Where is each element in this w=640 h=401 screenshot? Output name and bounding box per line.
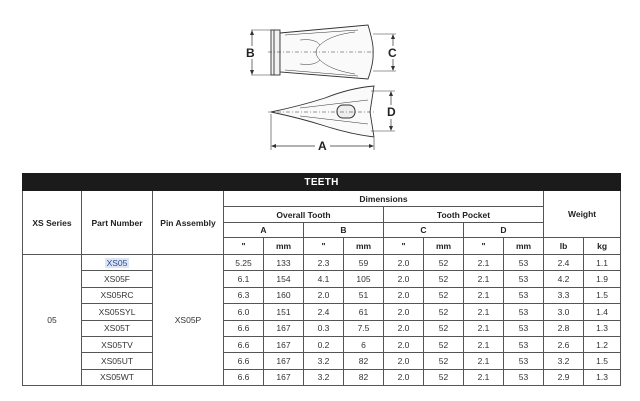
a-mm-cell: 167 (264, 369, 304, 385)
weight-kg-cell: 1.4 (584, 304, 621, 320)
header-a-mm: mm (264, 238, 304, 255)
c-mm-cell: 52 (424, 287, 464, 303)
a-inch-cell: 6.6 (224, 320, 264, 336)
header-kg: kg (584, 238, 621, 255)
c-mm-cell: 52 (424, 271, 464, 287)
header-overall-tooth: Overall Tooth (224, 207, 384, 223)
weight-kg-cell: 1.3 (584, 369, 621, 385)
weight-kg-cell: 1.5 (584, 287, 621, 303)
a-inch-cell: 5.25 (224, 255, 264, 271)
a-inch-cell: 6.3 (224, 287, 264, 303)
b-inch-cell: 3.2 (304, 369, 344, 385)
teeth-spec-table (22, 173, 621, 386)
header-part-number: Part Number (82, 191, 153, 255)
header-d-inch: " (464, 238, 504, 255)
weight-kg-cell: 1.9 (584, 271, 621, 287)
c-inch-cell: 2.0 (384, 369, 424, 385)
d-mm-cell: 53 (504, 369, 544, 385)
table-row (23, 255, 621, 271)
c-mm-cell: 52 (424, 336, 464, 352)
d-inch-cell: 2.1 (464, 353, 504, 369)
table-row (23, 353, 621, 369)
part-number-cell: XS05T (82, 320, 153, 336)
dimension-b-label: B (246, 46, 255, 60)
d-inch-cell: 2.1 (464, 369, 504, 385)
b-inch-cell: 2.3 (304, 255, 344, 271)
b-inch-cell: 0.2 (304, 336, 344, 352)
table-row (23, 304, 621, 320)
table-row (23, 320, 621, 336)
header-a: A (224, 223, 304, 238)
header-pin-assembly: Pin Assembly (153, 191, 224, 255)
weight-lb-cell: 3.3 (544, 287, 584, 303)
weight-kg-cell: 1.3 (584, 320, 621, 336)
b-mm-cell: 105 (344, 271, 384, 287)
part-number-cell: XS05UT (82, 353, 153, 369)
weight-kg-cell: 1.2 (584, 336, 621, 352)
weight-lb-cell: 2.9 (544, 369, 584, 385)
d-mm-cell: 53 (504, 271, 544, 287)
c-inch-cell: 2.0 (384, 255, 424, 271)
table-row (23, 336, 621, 352)
a-mm-cell: 154 (264, 271, 304, 287)
header-c-mm: mm (424, 238, 464, 255)
a-mm-cell: 167 (264, 320, 304, 336)
tooth-drawing (240, 0, 420, 160)
b-inch-cell: 3.2 (304, 353, 344, 369)
tooth-dimension-diagram (240, 0, 420, 160)
d-mm-cell: 53 (504, 255, 544, 271)
header-lb: lb (544, 238, 584, 255)
weight-lb-cell: 3.0 (544, 304, 584, 320)
d-mm-cell: 53 (504, 336, 544, 352)
weight-kg-cell: 1.1 (584, 255, 621, 271)
d-inch-cell: 2.1 (464, 287, 504, 303)
a-inch-cell: 6.0 (224, 304, 264, 320)
b-mm-cell: 51 (344, 287, 384, 303)
part-number-cell: XS05WT (82, 369, 153, 385)
weight-lb-cell: 2.6 (544, 336, 584, 352)
table-title: TEETH (23, 174, 621, 191)
a-mm-cell: 133 (264, 255, 304, 271)
header-tooth-pocket: Tooth Pocket (384, 207, 544, 223)
b-inch-cell: 2.4 (304, 304, 344, 320)
series-cell: 05 (23, 255, 82, 386)
c-inch-cell: 2.0 (384, 287, 424, 303)
part-number-cell[interactable] (82, 255, 153, 271)
weight-kg-cell: 1.5 (584, 353, 621, 369)
weight-lb-cell: 2.4 (544, 255, 584, 271)
header-c-inch: " (384, 238, 424, 255)
c-inch-cell: 2.0 (384, 336, 424, 352)
header-b-mm: mm (344, 238, 384, 255)
table-row (23, 287, 621, 303)
d-mm-cell: 53 (504, 353, 544, 369)
weight-lb-cell: 4.2 (544, 271, 584, 287)
weight-lb-cell: 2.8 (544, 320, 584, 336)
b-inch-cell: 0.3 (304, 320, 344, 336)
c-inch-cell: 2.0 (384, 320, 424, 336)
header-weight: Weight (544, 191, 621, 238)
d-inch-cell: 2.1 (464, 336, 504, 352)
a-inch-cell: 6.6 (224, 353, 264, 369)
part-number-cell: XS05F (82, 271, 153, 287)
c-mm-cell: 52 (424, 353, 464, 369)
d-mm-cell: 53 (504, 287, 544, 303)
b-mm-cell: 82 (344, 369, 384, 385)
header-xs-series: XS Series (23, 191, 82, 255)
table-row (23, 271, 621, 287)
d-inch-cell: 2.1 (464, 271, 504, 287)
a-inch-cell: 6.1 (224, 271, 264, 287)
c-mm-cell: 52 (424, 304, 464, 320)
header-d-mm: mm (504, 238, 544, 255)
header-b-inch: " (304, 238, 344, 255)
b-mm-cell: 82 (344, 353, 384, 369)
d-inch-cell: 2.1 (464, 320, 504, 336)
header-c: C (384, 223, 464, 238)
dimension-d-label: D (387, 105, 396, 119)
a-inch-cell: 6.6 (224, 369, 264, 385)
c-mm-cell: 52 (424, 255, 464, 271)
header-d: D (464, 223, 544, 238)
c-inch-cell: 2.0 (384, 304, 424, 320)
a-mm-cell: 167 (264, 336, 304, 352)
a-mm-cell: 151 (264, 304, 304, 320)
d-inch-cell: 2.1 (464, 304, 504, 320)
b-mm-cell: 61 (344, 304, 384, 320)
dimension-a-label: A (318, 139, 327, 153)
a-mm-cell: 160 (264, 287, 304, 303)
part-number-link[interactable]: XS05 (106, 257, 128, 268)
d-mm-cell: 53 (504, 320, 544, 336)
header-a-inch: " (224, 238, 264, 255)
part-number-cell: XS05SYL (82, 304, 153, 320)
b-inch-cell: 2.0 (304, 287, 344, 303)
b-mm-cell: 6 (344, 336, 384, 352)
dimension-c-label: C (388, 46, 397, 60)
b-mm-cell: 7.5 (344, 320, 384, 336)
pin-assembly-cell: XS05P (153, 255, 224, 386)
a-inch-cell: 6.6 (224, 336, 264, 352)
d-mm-cell: 53 (504, 304, 544, 320)
header-dimensions: Dimensions (224, 191, 544, 207)
part-number-cell: XS05TV (82, 336, 153, 352)
c-inch-cell: 2.0 (384, 353, 424, 369)
header-b: B (304, 223, 384, 238)
weight-lb-cell: 3.2 (544, 353, 584, 369)
part-number-cell: XS05RC (82, 287, 153, 303)
table-row (23, 369, 621, 385)
c-mm-cell: 52 (424, 369, 464, 385)
b-mm-cell: 59 (344, 255, 384, 271)
b-inch-cell: 4.1 (304, 271, 344, 287)
c-mm-cell: 52 (424, 320, 464, 336)
a-mm-cell: 167 (264, 353, 304, 369)
c-inch-cell: 2.0 (384, 271, 424, 287)
d-inch-cell: 2.1 (464, 255, 504, 271)
